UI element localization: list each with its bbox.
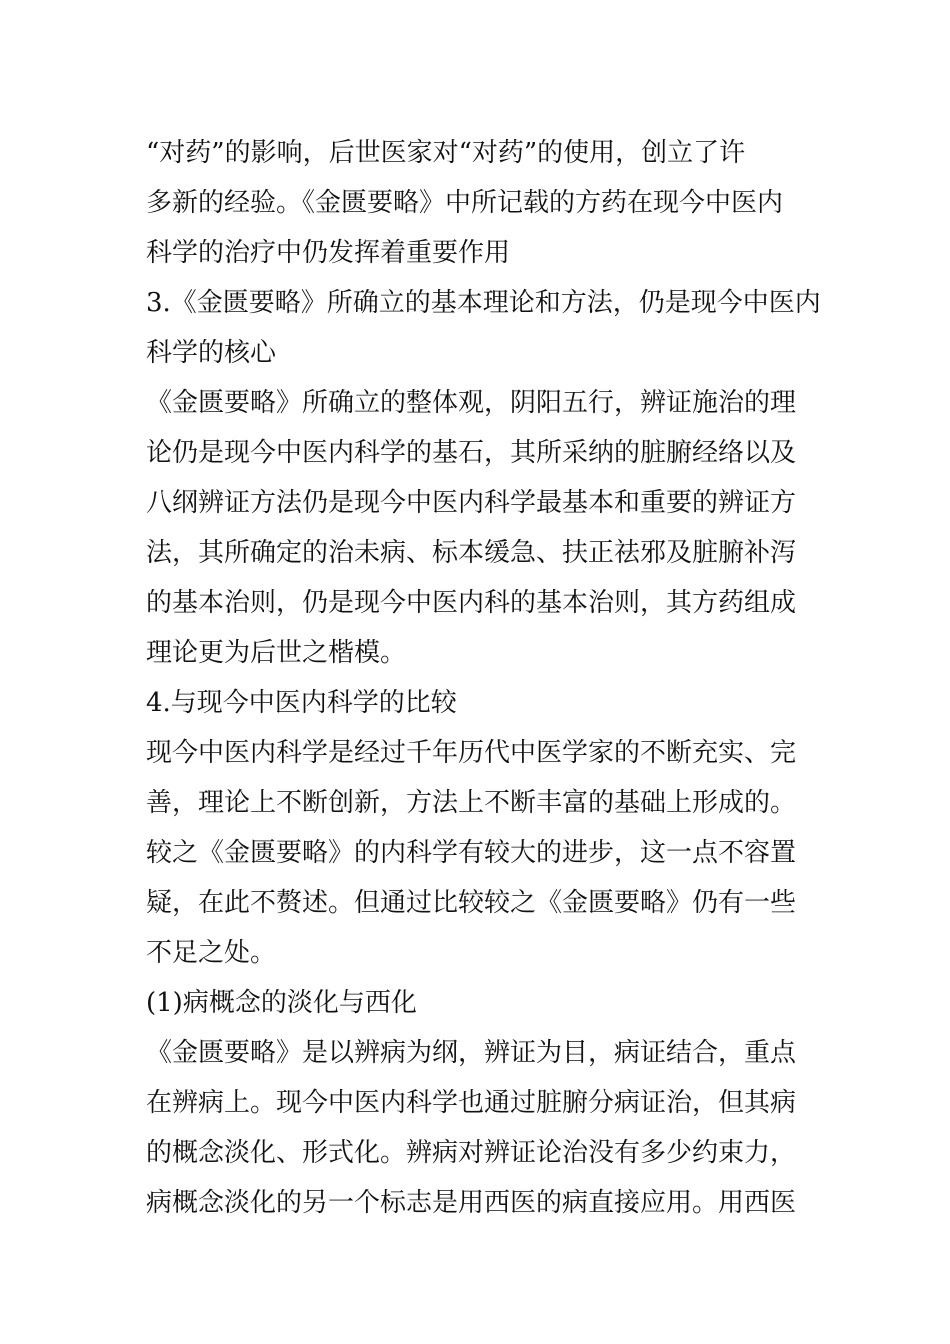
text-line: 疑，在此不赘述。但通过比较较之《金匮要略》仍有一些 xyxy=(146,888,797,918)
text-line: 较之《金匮要略》的内科学有较大的进步，这一点不容置 xyxy=(146,838,797,868)
text-line: 不足之处。 xyxy=(146,938,277,968)
text-line: 善，理论上不断创新，方法上不断丰富的基础上形成的。 xyxy=(146,788,797,818)
text-line: 的基本治则，仍是现今中医内科的基本治则，其方药组成 xyxy=(146,588,797,618)
text-line: 论仍是现今中医内科学的基石，其所采纳的脏腑经络以及 xyxy=(146,438,797,468)
text-line: 科学的治疗中仍发挥着重要作用 xyxy=(146,238,511,268)
text-line: 在辨病上。现今中医内科学也通过脏腑分病证治，但其病 xyxy=(146,1088,797,1118)
text-line: 理论更为后世之楷模。 xyxy=(146,638,407,668)
subsection-heading-1: (1)病概念的淡化与西化 xyxy=(146,988,417,1018)
body-text xyxy=(146,128,826,1228)
text-line: 《金匮要略》是以辨病为纲，辨证为目，病证结合，重点 xyxy=(146,1038,797,1068)
text-line: 《金匮要略》所确立的整体观，阴阳五行，辨证施治的理 xyxy=(146,388,797,418)
section-heading-3-cont: 科学的核心 xyxy=(146,338,277,368)
text-line: 现今中医内科学是经过千年历代中医学家的不断充实、完 xyxy=(146,738,797,768)
section-heading-3: 3.《金匮要略》所确立的基本理论和方法，仍是现今中医内 xyxy=(146,288,821,318)
text-line: 多新的经验。《金匮要略》中所记载的方药在现今中医内 xyxy=(146,188,784,218)
text-line: 八纲辨证方法仍是现今中医内科学最基本和重要的辨证方 xyxy=(146,488,797,518)
text-line: 法，其所确定的治未病、标本缓急、扶正祛邪及脏腑补泻 xyxy=(146,538,797,568)
text-line: “对药”的影响，后世医家对“对药”的使用，创立了许 xyxy=(146,138,746,168)
text-line: 病概念淡化的另一个标志是用西医的病直接应用。用西医 xyxy=(146,1188,797,1218)
section-heading-4: 4.与现今中医内科学的比较 xyxy=(146,688,457,718)
text-line: 的概念淡化、形式化。辨病对辨证论治没有多少约束力， xyxy=(146,1138,797,1168)
